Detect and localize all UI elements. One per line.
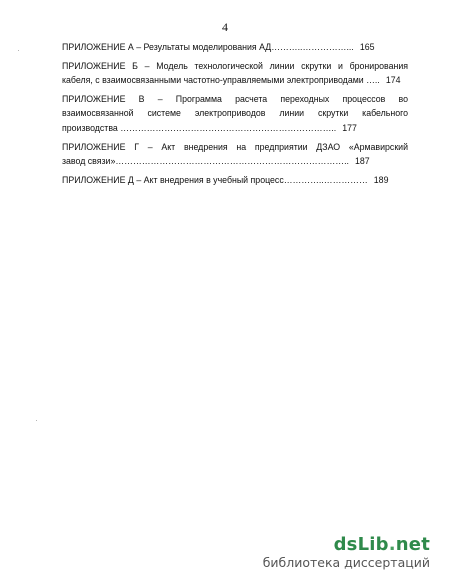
page-number: 4 [222, 20, 228, 34]
toc-entry-title-line: кабеля, с взаимосвязанными частотно-управляемыми электроприводами ….. [62, 75, 380, 86]
toc-entry-page: 177 [342, 122, 357, 133]
toc-entry-page: 189 [373, 174, 389, 185]
toc-entry-appendix-b [62, 59, 408, 88]
toc-entry-page: 187 [354, 156, 370, 167]
toc-entry-title: ПРИЛОЖЕНИЕ А – Результаты моделирования АД………..……………... [62, 42, 354, 52]
toc-entry-page: 165 [359, 42, 375, 52]
toc-entry-appendix-g [62, 140, 408, 169]
toc-entry-title-line: ПРИЛОЖЕНИЕ Б – Модель технологической линии скрутки и бронирования [62, 60, 408, 71]
toc-entry-title-line: взаимосвязанной системе электроприводов линии скрутки кабельного [62, 108, 408, 119]
toc-entry-appendix-v [62, 92, 408, 136]
toc-entry-appendix-d [62, 173, 408, 188]
scan-speck [18, 50, 19, 51]
watermark-logo: dsLib.net [333, 534, 430, 555]
scan-speck [36, 420, 37, 421]
toc-entry-title: ПРИЛОЖЕНИЕ Д – Акт внедрения в учебный процесс…………..…………… [62, 174, 368, 185]
watermark-caption: библиотека диссертаций [262, 555, 430, 570]
toc-entry-title-line: ПРИЛОЖЕНИЕ В – Программа расчета переходных процессов во [62, 93, 408, 104]
table-of-contents [62, 40, 408, 191]
toc-entry-page: 174 [385, 75, 401, 86]
toc-entry-title-line: производства ……………………………………………………………….. [62, 122, 337, 133]
toc-entry-title-line: ПРИЛОЖЕНИЕ Г – Акт внедрения на предприятии ДЗАО «Армавирский [62, 141, 408, 152]
toc-entry-title-line: завод связи»…………………………………………………………………….. [62, 156, 349, 167]
watermark [263, 535, 430, 570]
toc-entry-appendix-a [62, 40, 408, 55]
